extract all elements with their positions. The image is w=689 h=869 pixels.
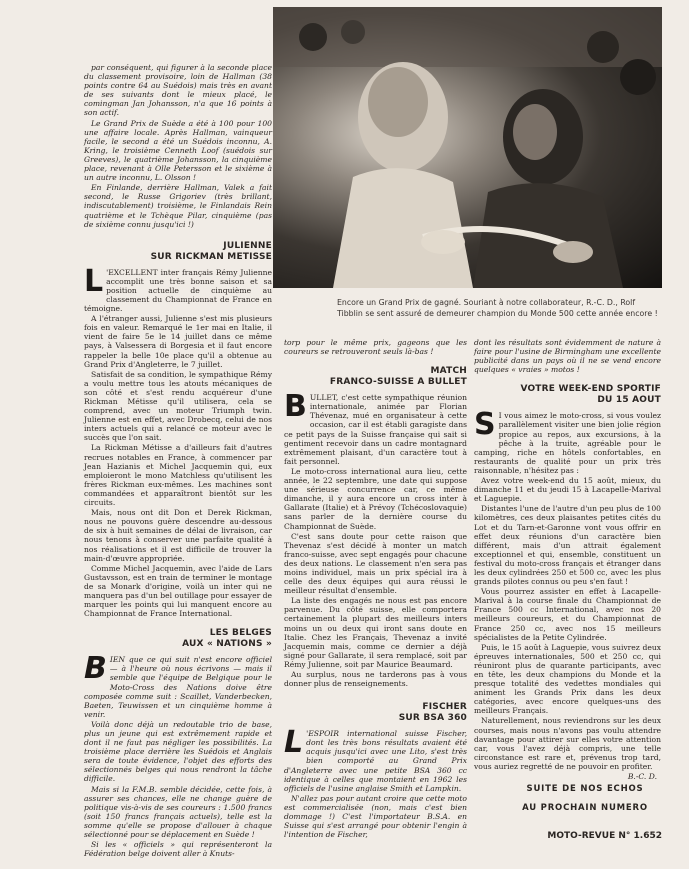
article-paragraph: Voilà donc déjà un redoutable trio de base, plus un jeune qui est extrêmement rapide et dont il ne faut pas négliger les possibilités. La troisième place derrière les Suédois et Anglais sera de toute évidence, l'objet des efforts des sélectionnés belges qui nous rendront la tâche difficile. [84,719,272,784]
heading-line: AUX « NATIONS » [182,639,272,650]
heading-weekend [474,384,661,406]
article-paragraph: Distantes l'une de l'autre d'un peu plus de 100 kilomètres, ces deux plaisantes petites cités du Lot et du Tarn-et-Garonne vont vous offrir en effet deux réunions d'un caractère bien différent, mais d'un attrait également exceptionnel et qui, ensemble, constituent un festival du moto-cross français et étranger dans les deux cylindrées 250 et 500 cc, avec les plus grands pilotes connus ou peu s'en faut ! [474,504,661,587]
article-paragraph: 'EXCELLENT inter français Rémy Julienne accomplit une très bonne saison et sa position actuelle de cinquième au classement du Championnat de France en témoigne. [84,267,272,314]
article-paragraph: N'allez pas pour autant croire que cette moto est commercialisée (non, mais c'est bien dommage !) C'est l'importateur B.S.A. en Suisse qui s'est arrangé pour obtenir l'engin à l'intention de Fischer, [284,793,467,840]
intro-paragraph: Le Grand Prix de Suède a été à 100 pour 100 une affaire locale. Après Hallman, vainqueur facile, le second a été un Suédois inconnu, A. Kring, le troisième Cenneth Loof (suédois sur Greeves), le quatrième Johansson, la cinquième place, revenant à Olle Petersson et le sixième à un autre inconnu, L. Olsson ! [84,118,272,183]
heading-line: SUR RICKMAN METISSE [150,251,272,262]
article-paragraph: Au surplus, nous ne tarderons pas à vous donner plus de renseignements. [284,670,467,689]
continued-line: AU PROCHAIN NUMERO [522,803,648,813]
drop-cap: B [284,389,307,425]
heading-line: FISCHER [422,702,467,713]
heading-line: SUR BSA 360 [398,713,467,724]
article-paragraph: Satisfait de sa condition, le sympathique Rémy a voulu mettre tous les atouts mécaniques de son côté et s'est rendu acquéreur d'une Rickman Métisse qu'il utilisera, cela se comprend, avec un moteur Triumph twin. Julienne est en effet, avec Drobecq, celui de nos inters actuels qui a relancé ce moteur avec le succès que l'on sait. [84,369,272,443]
article-paragraph: La Rickman Métisse a d'ailleurs fait d'autres recrues notables en France, à commencer par Jean Hazianis et Michel Jacquemin qui, eux emploieront le mono Matchless qu'utilisent les frères Rickman eux-mêmes. Les machines sont commandées et apparaîtront bientôt sur les circuits. [84,443,272,508]
article-paragraph: Mais, nous ont dit Don et Derek Rickman, nous ne pouvons guère descendre au-dessous de six à huit semaines de délai de livraison, car nous tenons à conserver une parfaite qualité à nos réalisations et il est difficile de trouver la main-d'œuvre appropriée. [84,508,272,563]
article-paragraph: C'est sans doute pour cette raison que Thevenaz s'est décidé à monter un match franco-suisse, avec sept engagés pour chacune des deux nations. Le classement n'en sera pas moins individuel, mais un prix spécial ira à celle des deux équipes qui aura réussi le meilleur résultat d'ensemble. [284,531,467,596]
column-middle [284,338,467,840]
photo-illustration [273,7,662,288]
heading-match [284,366,467,388]
heading-line: MATCH [430,366,467,377]
heading-julienne [84,241,272,263]
intro-paragraph: En Finlande, derrière Hallman, Valek a fait second, le Russe Grigoriev (très brillant, indiscutablement) troisième, le Finlandais Rein quatrième et le Tchèque Pilar, cinquième (pas de sixième connu jusqu'ici !) [84,183,272,229]
article-paragraph: Comme Michel Jacquemin, avec l'aide de Lars Gustavsson, est en train de terminer le montage de sa Monark d'origine, voilà un inter qui ne manquera pas d'un bel outillage pour essayer de marquer les points qui lui manquent encore au Championnat de France International. [84,563,272,619]
fischer-text [284,725,467,840]
drop-cap: B [84,651,107,687]
photo-caption: Encore un Grand Prix de gagné. Souriant à notre collaborateur, R.-C. D., Rolf Tibblin se sent assuré de demeurer champion du Monde 500 cette année encore ! [337,298,658,318]
article-paragraph: Puis, le 15 août à Laguepie, vous suivrez deux épreuves internationales, 500 et 250 cc, qui réuniront plus de quarante participants, avec en tête, les deux champions du Monde et la presque totalité des vedettes mondiales qui animent les Grands Prix dans les deux catégories, avec encore quelques-uns des meilleurs Français. [474,642,661,716]
drop-cap: L [284,725,304,761]
article-paragraph: Le moto-cross international aura lieu, cette année, le 22 septembre, une date qui suppose une sérieuse concurrence car, ce même dimanche, il y aura encore un cross inter à Gallarate (Italie) et à Prévoy (Tchécoslovaquie) sans parler de la dernière course du Championnat de Suède. [284,466,467,531]
heading-line: LES BELGES [209,628,272,639]
article-paragraph: Naturellement, nous reviendrons sur les deux courses, mais nous n'avons pas voulu attendre davantage pour attirer sur elles votre attention car, vous l'avez déjà compris, une telle circonstance est rare et, prévenus trop tard, vous auriez regretté de ne pouvoir en profiter. [474,716,661,771]
page-footer: MOTO-REVUE N° 1.652 [547,831,662,841]
article-paragraph: Vous pourrez assister en effet à Lacapelle-Marival à la course finale du Championnat de France 500 cc International, avec nos 20 meilleurs coureurs, et du Championnat de France 250 cc, avec nos 15 meilleurs spécialistes de la Petite Cylindrée. [474,587,661,642]
article-paragraph: Mais si la F.M.B. semble décidée, cette fois, à assurer ses chances, elle ne change guère de politique vis-à-vis de ses coureurs : 1.500 francs (soit 150 francs français actuels), telle est la somme qu'elle se propose d'allouer à chaque sélectionné pour se déplacement en Suède ! [84,784,272,840]
article-paragraph: La liste des engagés ne nous est pas encore parvenue. Du côté suisse, elle comportera certainement la plupart des meilleurs inters moins un ou deux qui iront sans doute en Italie. Chez les Français, Thevenaz a invité Jacquemin mais, comme ce dernier a déjà signé pour Gallarate, il sera remplacé, soit par Rémy Julienne, soit par Maurice Beaumard. [284,596,467,669]
article-paragraph: ULLET, c'est cette sympathique réunion internationale, animée par Florian Thévenaz, mué en organisateur à cette occasion, car il est établi garagiste dans ce petit pays de la Suisse française qui sait si gentiment recevoir dans un cadre montagnard extrêmement plaisant, d'un caractère tout à fait personnel. [284,393,467,466]
heading-fischer [284,702,467,724]
continued-text: dont les résultats sont évidemment de nature à faire pour l'usine de Birmingham une excellente publicité dans un pays où il ne se vend encore quelques « vraies » motos ! [474,338,661,375]
heading-line: VOTRE WEEK-END SPORTIF [520,384,661,395]
article-paragraph: A l'étranger aussi, Julienne s'est mis plusieurs fois en valeur. Remarqué le 1er mai en Italie, il vient de faire 5e le 14 juillet dans ce même pays, à Valsessera di Borgesia et il faut encore rappeler la belle 10e place qu'il a obtenue au Grand Prix d'Angleterre, le 7 juillet. [84,314,272,369]
continued-notice [510,780,660,818]
article-paragraph: Si les « officiels » qui représenteront la Fédération belge doivent aller à Knuts- [84,840,272,859]
continued-line: SUITE DE NOS ECHOS [526,784,644,794]
article-paragraph: IEN que ce qui suit n'est encore officiel — à l'heure où nous écrivons — mais il semble que l'équipe de Belgique pour le Moto-Cross des Nations doive être composée comme suit : Scaillet, Vanderbecken, Baeten, Teuwissen et un cinquième homme à venir. [84,655,272,719]
heading-belges [84,628,272,650]
drop-cap: S [474,407,496,443]
heading-line: DU 15 AOUT [597,395,661,406]
intro-text [84,63,272,229]
intro-paragraph: par conséquent, qui figurer à la seconde place du classement provisoire, loin de Hallman (38 points contre 64 au Suédois) mais très en avant de ses suivants dont le mieux placé, le comingman Jan Johansson, n'a que 16 points à son actif. [84,63,272,118]
article-paragraph: 'ESPOIR international suisse Fischer, dont les très bons résultats avaient été acquis jusqu'ici avec une Lito, s'est très bien comporté au Grand Prix d'Angleterre avec une petite BSA 360 cc identique à celles que montaient en 1962 les officiels de l'usine anglaise Smith et Lampkin. [284,729,467,793]
column-right [474,338,661,781]
drop-cap: L [84,263,104,299]
belges-text [84,651,272,859]
author-signature: B.-C. D. [627,772,657,782]
tibblin-photo [273,7,662,288]
heading-line: FRANCO-SUISSE A BULLET [329,377,467,388]
heading-line: JULIENNE [223,240,272,251]
article-paragraph: Avez votre week-end du 15 août, mieux, du dimanche 11 et du jeudi 15 à Lacapelle-Marival et Laguepie. [474,476,661,504]
column-left [84,63,272,859]
article-paragraph: I vous aimez le moto-cross, si vous voulez parallèlement visiter une bien jolie région propice au repos, aux excursions, à la pêche à la truite, agréable pour le camping, riche en hôtels confortables, en restaurants de qualité pour un prix très raisonnable, n'hésitez pas : [474,411,661,475]
continued-text: torp pour le même prix, gageons que les coureurs se retrouveront seuls là-bas ! [284,338,467,357]
